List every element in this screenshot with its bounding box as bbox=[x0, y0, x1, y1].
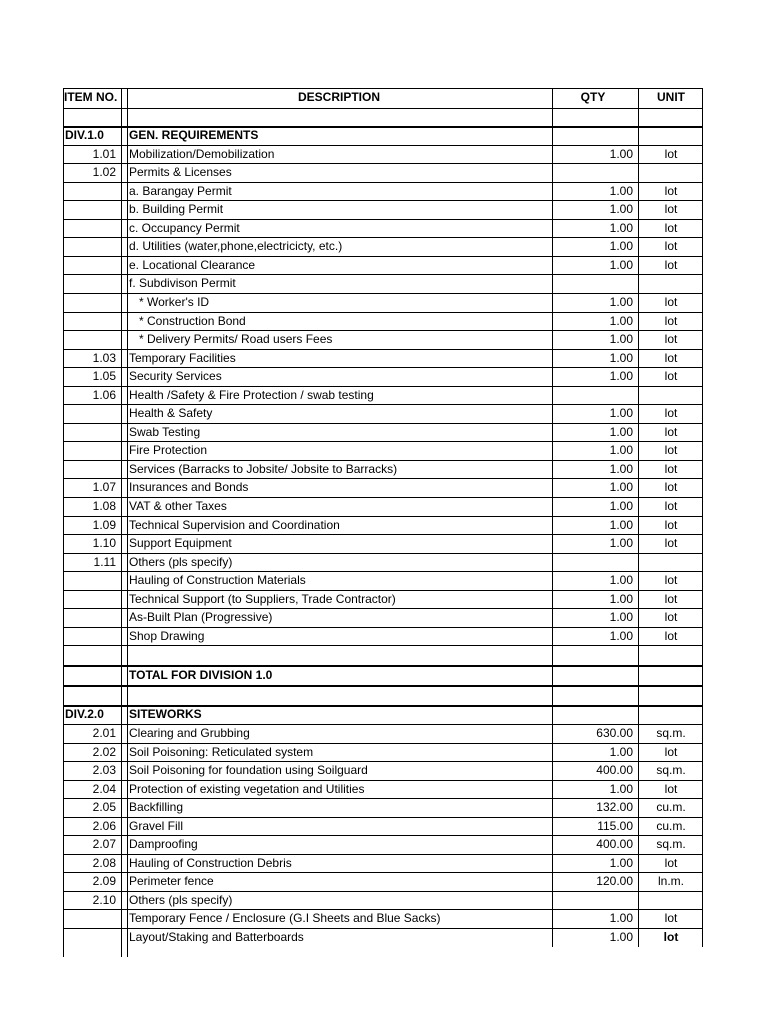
description-cell: As-Built Plan (Progressive) bbox=[129, 610, 273, 625]
qty-cell: 1.00 bbox=[609, 424, 633, 439]
item-no-cell: 1.03 bbox=[92, 350, 116, 365]
row-divider bbox=[63, 780, 703, 781]
unit-cell: lot bbox=[664, 536, 678, 551]
qty-cell: 1.00 bbox=[609, 202, 633, 217]
description-cell: Others (pls specify) bbox=[129, 892, 233, 907]
unit-cell bbox=[639, 705, 703, 724]
qty-cell bbox=[553, 665, 633, 685]
column-divider bbox=[702, 88, 703, 947]
unit-cell: lot bbox=[664, 332, 678, 347]
column-divider bbox=[63, 88, 64, 957]
table-row bbox=[63, 404, 703, 423]
table-row bbox=[63, 835, 703, 854]
row-divider bbox=[63, 665, 703, 667]
item-no-cell: 1.08 bbox=[92, 499, 116, 513]
table-row bbox=[63, 423, 703, 442]
table-row bbox=[63, 854, 703, 873]
table-row bbox=[63, 553, 703, 572]
row-divider bbox=[63, 872, 703, 873]
row-divider bbox=[63, 330, 703, 331]
item-no-cell: 2.07 bbox=[92, 837, 116, 852]
unit-cell bbox=[639, 386, 703, 405]
qty-cell: 1.00 bbox=[609, 220, 633, 235]
unit-cell: lot bbox=[664, 461, 678, 476]
item-no-cell bbox=[63, 441, 120, 460]
qty-cell: 1.00 bbox=[609, 855, 633, 870]
qty-cell bbox=[553, 108, 633, 126]
description-cell: Health /Safety & Fire Protection / swab testing bbox=[129, 387, 374, 402]
qty-cell: 400.00 bbox=[596, 837, 633, 852]
table-row bbox=[63, 872, 703, 891]
unit-cell bbox=[639, 108, 703, 126]
description-cell: * Worker's ID bbox=[139, 294, 210, 309]
item-no-cell: 1.06 bbox=[92, 387, 116, 402]
description-cell: SITEWORKS bbox=[129, 707, 202, 722]
item-no-cell bbox=[63, 330, 120, 349]
description-cell: Permits & Licenses bbox=[129, 165, 232, 180]
unit-cell bbox=[639, 665, 703, 685]
item-no-cell: 2.02 bbox=[92, 744, 116, 759]
row-divider bbox=[63, 891, 703, 892]
description-cell: Perimeter fence bbox=[129, 874, 214, 889]
row-divider bbox=[63, 237, 703, 238]
table-row bbox=[63, 724, 703, 743]
description-cell: a. Barangay Permit bbox=[129, 183, 232, 198]
unit-cell bbox=[639, 685, 703, 705]
table-row bbox=[63, 386, 703, 405]
qty-cell: 1.00 bbox=[609, 369, 633, 384]
qty-cell bbox=[553, 891, 633, 910]
description-cell: c. Occupancy Permit bbox=[129, 220, 240, 235]
item-no-cell: 1.02 bbox=[92, 165, 116, 180]
unit-cell: sq.m. bbox=[656, 837, 686, 852]
qty-cell: 1.00 bbox=[609, 517, 633, 532]
qty-cell: 1.00 bbox=[609, 443, 633, 458]
description-cell: Gravel Fill bbox=[129, 818, 184, 833]
qty-cell: 1.00 bbox=[609, 239, 633, 254]
table-row bbox=[63, 330, 703, 349]
description-cell: Damproofing bbox=[129, 837, 198, 852]
column-divider bbox=[638, 88, 639, 947]
description-cell: TOTAL FOR DIVISION 1.0 bbox=[129, 668, 273, 683]
unit-cell: lot bbox=[664, 350, 678, 365]
description-cell: Layout/Staking and Batterboards bbox=[129, 930, 304, 944]
table-row bbox=[63, 145, 703, 164]
qty-cell: 132.00 bbox=[596, 800, 633, 815]
qty-cell bbox=[553, 163, 633, 182]
description-cell bbox=[129, 108, 549, 126]
unit-cell: lot bbox=[664, 257, 678, 272]
item-no-cell bbox=[63, 928, 120, 947]
item-no-cell: DIV.1.0 bbox=[65, 128, 104, 142]
description-cell: GEN. REQUIREMENTS bbox=[129, 128, 259, 142]
description-cell: Backfilling bbox=[129, 800, 184, 815]
unit-cell: lot bbox=[664, 369, 678, 384]
table-row bbox=[63, 516, 703, 535]
description-cell: Swab Testing bbox=[129, 424, 201, 439]
qty-cell bbox=[553, 386, 633, 405]
unit-cell: lot bbox=[664, 424, 678, 439]
description-cell: e. Locational Clearance bbox=[129, 257, 256, 272]
description-cell: Insurances and Bonds bbox=[129, 480, 249, 495]
unit-cell bbox=[639, 126, 703, 145]
description-cell: Support Equipment bbox=[129, 536, 232, 551]
qty-cell: 1.00 bbox=[609, 591, 633, 606]
row-divider bbox=[63, 909, 703, 910]
qty-cell: 1.00 bbox=[609, 610, 633, 625]
table-row bbox=[63, 780, 703, 799]
description-cell: Technical Supervision and Coordination bbox=[129, 517, 340, 532]
item-no-cell bbox=[63, 237, 120, 256]
row-divider bbox=[63, 478, 703, 479]
qty-cell: 1.00 bbox=[609, 573, 633, 588]
row-divider bbox=[63, 645, 703, 646]
row-divider bbox=[63, 404, 703, 405]
table-row bbox=[63, 108, 703, 126]
unit-cell: lot bbox=[664, 480, 678, 495]
qty-cell bbox=[553, 645, 633, 665]
qty-cell: 1.00 bbox=[609, 911, 633, 926]
item-no-cell bbox=[63, 460, 120, 479]
item-no-cell bbox=[63, 182, 120, 201]
row-divider bbox=[63, 724, 703, 725]
unit-cell: lot bbox=[664, 573, 678, 588]
qty-cell: 1.00 bbox=[609, 461, 633, 476]
row-divider bbox=[63, 460, 703, 461]
total-row bbox=[63, 665, 703, 685]
description-cell: Services (Barracks to Jobsite/ Jobsite to Barracks) bbox=[129, 461, 398, 476]
row-divider bbox=[63, 423, 703, 424]
description-cell: Others (pls specify) bbox=[129, 554, 233, 569]
qty-cell: 1.00 bbox=[609, 332, 633, 347]
qty-cell bbox=[553, 126, 633, 145]
item-no-cell: 2.04 bbox=[92, 781, 116, 796]
qty-cell bbox=[553, 705, 633, 724]
row-divider bbox=[63, 219, 703, 220]
table-row bbox=[63, 219, 703, 238]
item-no-cell bbox=[63, 909, 120, 928]
description-cell: Technical Support (to Suppliers, Trade Contractor) bbox=[129, 591, 396, 606]
qty-cell bbox=[553, 685, 633, 705]
description-cell: Fire Protection bbox=[129, 443, 208, 458]
item-no-cell: DIV.2.0 bbox=[65, 707, 104, 722]
row-divider bbox=[63, 312, 703, 313]
row-divider bbox=[63, 349, 703, 350]
unit-cell bbox=[639, 274, 703, 293]
table-row bbox=[63, 743, 703, 762]
qty-cell: 1.00 bbox=[609, 406, 633, 421]
unit-cell: lot bbox=[664, 146, 678, 161]
qty-cell bbox=[553, 553, 633, 572]
table-row bbox=[63, 909, 703, 928]
table-row bbox=[63, 182, 703, 201]
description-cell: Mobilization/Demobilization bbox=[129, 146, 275, 161]
row-divider bbox=[63, 685, 703, 687]
qty-cell: 1.00 bbox=[609, 294, 633, 309]
unit-cell: lot bbox=[664, 517, 678, 532]
column-divider bbox=[552, 88, 553, 947]
item-no-cell: 1.09 bbox=[92, 517, 116, 532]
row-divider bbox=[63, 88, 703, 89]
table-row bbox=[63, 761, 703, 780]
unit-cell: lot bbox=[664, 406, 678, 421]
row-divider bbox=[63, 798, 703, 799]
item-no-cell: 2.06 bbox=[92, 818, 116, 833]
unit-cell bbox=[639, 553, 703, 572]
header-qty: QTY bbox=[580, 90, 606, 104]
description-cell: Temporary Fence / Enclosure (G.I Sheets and Blue Sacks) bbox=[129, 911, 441, 926]
description-cell: Soil Poisoning for foundation using Soilguard bbox=[129, 763, 368, 778]
table-header bbox=[63, 88, 703, 108]
row-divider bbox=[63, 367, 703, 368]
row-divider bbox=[63, 627, 703, 628]
table-row bbox=[63, 928, 703, 947]
qty-cell: 1.00 bbox=[609, 536, 633, 551]
unit-cell: lot bbox=[663, 930, 679, 944]
item-no-cell bbox=[63, 293, 120, 312]
item-no-cell: 2.09 bbox=[92, 874, 116, 889]
table-row bbox=[63, 460, 703, 479]
description-cell: b. Building Permit bbox=[129, 202, 224, 217]
description-cell: Protection of existing vegetation and Utilities bbox=[129, 781, 365, 796]
item-no-cell: 1.07 bbox=[92, 480, 116, 495]
unit-cell: lot bbox=[664, 183, 678, 198]
description-cell: Soil Poisoning: Reticulated system bbox=[129, 744, 314, 759]
table-row bbox=[63, 685, 703, 705]
table-row bbox=[63, 627, 703, 646]
qty-cell: 120.00 bbox=[596, 874, 633, 889]
description-cell: Hauling of Construction Debris bbox=[129, 855, 292, 870]
table-row bbox=[63, 891, 703, 910]
item-no-cell bbox=[63, 108, 120, 126]
unit-cell: lot bbox=[664, 202, 678, 217]
description-cell: Security Services bbox=[129, 369, 222, 384]
description-cell: Shop Drawing bbox=[129, 628, 205, 643]
description-cell: f. Subdivison Permit bbox=[129, 276, 236, 291]
row-divider bbox=[63, 126, 703, 128]
item-no-cell: 2.08 bbox=[92, 855, 116, 870]
table-row bbox=[63, 497, 703, 516]
table-row bbox=[63, 349, 703, 368]
bill-of-quantities-table bbox=[63, 88, 703, 948]
table-row bbox=[63, 590, 703, 609]
table-row bbox=[63, 608, 703, 627]
row-divider bbox=[63, 145, 703, 146]
unit-cell: lot bbox=[664, 220, 678, 235]
description-cell: Hauling of Construction Materials bbox=[129, 573, 306, 588]
row-divider bbox=[63, 761, 703, 762]
unit-cell: cu.m. bbox=[656, 800, 686, 815]
item-no-cell bbox=[63, 274, 120, 293]
unit-cell: sq.m. bbox=[656, 725, 686, 740]
unit-cell: cu.m. bbox=[656, 818, 686, 833]
qty-cell: 1.00 bbox=[609, 781, 633, 796]
qty-cell: 1.00 bbox=[609, 183, 633, 198]
item-no-cell bbox=[63, 685, 120, 705]
row-divider bbox=[63, 163, 703, 164]
qty-cell: 1.00 bbox=[609, 146, 633, 161]
item-no-cell bbox=[63, 404, 120, 423]
table-row bbox=[63, 817, 703, 836]
row-divider bbox=[63, 516, 703, 517]
item-no-cell bbox=[63, 608, 120, 627]
description-cell: Temporary Facilities bbox=[129, 350, 236, 365]
row-divider bbox=[63, 441, 703, 442]
header-item-no: ITEM NO. bbox=[64, 90, 118, 104]
item-no-cell: 1.05 bbox=[92, 369, 116, 384]
row-divider bbox=[63, 571, 703, 572]
unit-cell: lot bbox=[664, 744, 678, 759]
column-divider bbox=[127, 88, 128, 957]
row-divider bbox=[63, 293, 703, 294]
unit-cell: lot bbox=[664, 239, 678, 254]
unit-cell: lot bbox=[664, 591, 678, 606]
qty-cell: 115.00 bbox=[597, 818, 633, 833]
unit-cell bbox=[639, 891, 703, 910]
item-no-cell bbox=[63, 645, 120, 665]
qty-cell: 1.00 bbox=[609, 480, 633, 495]
division-row bbox=[63, 705, 703, 724]
table-row bbox=[63, 200, 703, 219]
description-cell: VAT & other Taxes bbox=[129, 499, 227, 513]
table-row bbox=[63, 312, 703, 331]
table-row bbox=[63, 645, 703, 665]
row-divider bbox=[63, 835, 703, 836]
row-divider bbox=[63, 200, 703, 201]
row-divider bbox=[63, 534, 703, 535]
item-no-cell bbox=[63, 219, 120, 238]
row-divider bbox=[63, 274, 703, 275]
description-cell: * Delivery Permits/ Road users Fees bbox=[139, 332, 333, 347]
row-divider bbox=[63, 743, 703, 744]
unit-cell: lot bbox=[664, 610, 678, 625]
item-no-cell: 1.11 bbox=[93, 554, 116, 569]
unit-cell bbox=[639, 645, 703, 665]
unit-cell: lot bbox=[664, 443, 678, 458]
description-cell: Clearing and Grubbing bbox=[129, 725, 250, 740]
item-no-cell bbox=[63, 627, 120, 646]
row-divider bbox=[63, 590, 703, 591]
row-divider bbox=[63, 386, 703, 387]
item-no-cell: 2.10 bbox=[92, 892, 116, 907]
item-no-cell bbox=[63, 312, 120, 331]
division-row bbox=[63, 126, 703, 145]
header-unit: UNIT bbox=[657, 90, 685, 104]
table-row bbox=[63, 534, 703, 553]
row-divider bbox=[63, 608, 703, 609]
qty-cell: 1.00 bbox=[609, 628, 633, 643]
unit-cell bbox=[639, 163, 703, 182]
row-divider bbox=[63, 854, 703, 855]
item-no-cell bbox=[63, 665, 120, 685]
unit-cell: ln.m. bbox=[657, 874, 684, 889]
table-row bbox=[63, 478, 703, 497]
unit-cell: lot bbox=[664, 294, 678, 309]
unit-cell: lot bbox=[664, 628, 678, 643]
qty-cell bbox=[553, 274, 633, 293]
description-cell bbox=[129, 645, 549, 665]
row-divider bbox=[63, 108, 703, 109]
row-divider bbox=[63, 256, 703, 257]
item-no-cell: 2.05 bbox=[92, 800, 116, 815]
item-no-cell bbox=[63, 590, 120, 609]
table-row bbox=[63, 441, 703, 460]
unit-cell: lot bbox=[664, 781, 678, 796]
table-row bbox=[63, 798, 703, 817]
description-cell: * Construction Bond bbox=[139, 313, 246, 328]
table-row bbox=[63, 256, 703, 275]
unit-cell: sq.m. bbox=[656, 763, 686, 778]
item-no-cell bbox=[63, 200, 120, 219]
qty-cell: 630.00 bbox=[596, 725, 633, 740]
unit-cell: lot bbox=[664, 313, 678, 328]
unit-cell: lot bbox=[664, 911, 678, 926]
item-no-cell bbox=[63, 571, 120, 590]
qty-cell: 1.00 bbox=[609, 257, 633, 272]
table-row bbox=[63, 274, 703, 293]
unit-cell: lot bbox=[664, 499, 678, 513]
item-no-cell: 2.01 bbox=[92, 725, 116, 740]
qty-cell: 400.00 bbox=[596, 763, 633, 778]
item-no-cell: 1.01 bbox=[92, 146, 116, 161]
unit-cell: lot bbox=[664, 855, 678, 870]
row-divider bbox=[63, 817, 703, 818]
item-no-cell bbox=[63, 423, 120, 442]
description-cell: Health & Safety bbox=[129, 406, 213, 421]
item-no-cell bbox=[63, 256, 120, 275]
table-row bbox=[63, 293, 703, 312]
header-description: DESCRIPTION bbox=[297, 90, 380, 104]
table-row bbox=[63, 163, 703, 182]
row-divider bbox=[63, 182, 703, 183]
table-row bbox=[63, 237, 703, 256]
row-divider bbox=[63, 553, 703, 554]
column-divider bbox=[121, 88, 122, 957]
qty-cell: 1.00 bbox=[609, 499, 633, 513]
qty-cell: 1.00 bbox=[609, 350, 633, 365]
row-divider bbox=[63, 928, 703, 929]
qty-cell: 1.00 bbox=[609, 744, 633, 759]
description-cell bbox=[129, 685, 549, 705]
description-cell: d. Utilities (water,phone,electricicty, etc.) bbox=[129, 239, 343, 254]
item-no-cell: 1.10 bbox=[92, 536, 116, 551]
row-divider bbox=[63, 705, 703, 707]
qty-cell: 1.00 bbox=[609, 930, 633, 944]
qty-cell: 1.00 bbox=[609, 313, 633, 328]
row-divider bbox=[63, 497, 703, 498]
table-row bbox=[63, 367, 703, 386]
table-row bbox=[63, 571, 703, 590]
item-no-cell: 2.03 bbox=[92, 763, 116, 778]
